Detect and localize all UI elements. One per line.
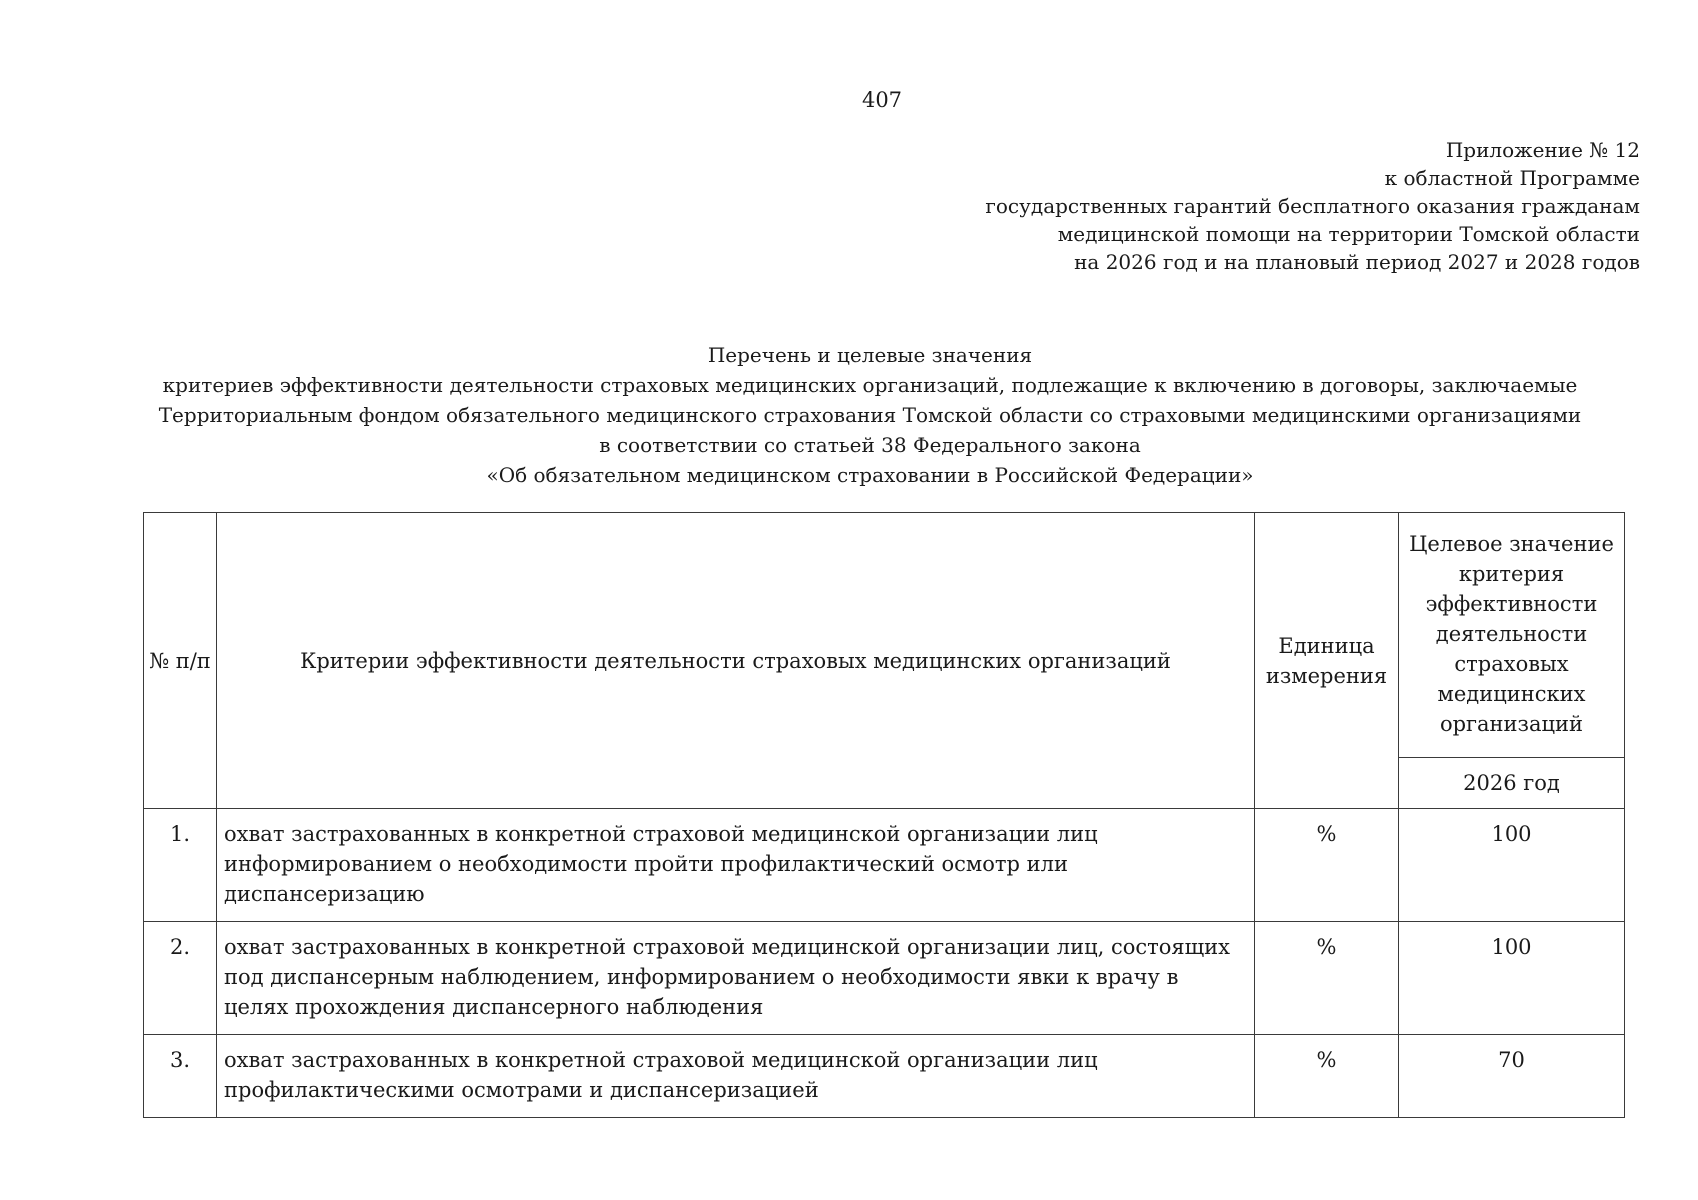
row-value: 100 — [1399, 922, 1625, 1035]
row-criteria: охват застрахованных в конкретной страховой медицинской организации лиц, состоящих под диспансерным наблюдением, информированием о необходимости явки к врачу в целях прохождения диспансерного наблюдения — [217, 922, 1255, 1035]
table-header-row — [144, 513, 1625, 758]
header-unit: Единица измерения — [1255, 513, 1399, 809]
row-unit: % — [1255, 922, 1399, 1035]
title-line: Перечень и целевые значения — [707, 343, 1033, 367]
appendix-line: Приложение № 12 — [1445, 138, 1640, 162]
appendix-line: на 2026 год и на плановый период 2027 и 2028 годов — [1074, 250, 1640, 274]
row-number: 1. — [144, 809, 217, 922]
row-number: 3. — [144, 1035, 217, 1118]
title-line: «Об обязательном медицинском страховании в Российской Федерации» — [486, 463, 1254, 487]
table-row — [144, 1035, 1625, 1118]
document-title — [110, 340, 1630, 490]
title-line: критериев эффективности деятельности страховых медицинских организаций, подлежащие к включению в договоры, заключаемые — [162, 373, 1578, 397]
title-line: в соответствии со статьей 38 Федерального закона — [599, 433, 1141, 457]
table-row — [144, 922, 1625, 1035]
appendix-line: к областной Программе — [1384, 166, 1640, 190]
row-criteria: охват застрахованных в конкретной страховой медицинской организации лиц профилактическими осмотрами и диспансеризацией — [217, 1035, 1255, 1118]
table-row — [144, 809, 1625, 922]
header-year: 2026 год — [1399, 758, 1625, 809]
row-criteria: охват застрахованных в конкретной страховой медицинской организации лиц информированием о необходимости пройти профилактический осмотр или диспансеризацию — [217, 809, 1255, 922]
header-target: Целевое значение критерия эффективности деятельности страховых медицинских организаций — [1399, 513, 1625, 758]
row-unit: % — [1255, 809, 1399, 922]
header-num: № п/п — [144, 513, 217, 809]
appendix-header — [985, 136, 1640, 276]
appendix-line: государственных гарантий бесплатного оказания гражданам — [985, 194, 1640, 218]
header-criteria: Критерии эффективности деятельности страховых медицинских организаций — [217, 513, 1255, 809]
page-number: 407 — [861, 88, 903, 112]
title-line: Территориальным фондом обязательного медицинского страхования Томской области со страховыми медицинскими организациями — [158, 403, 1582, 427]
appendix-line: медицинской помощи на территории Томской области — [1057, 222, 1640, 246]
row-value: 100 — [1399, 809, 1625, 922]
row-value: 70 — [1399, 1035, 1625, 1118]
row-number: 2. — [144, 922, 217, 1035]
criteria-table — [143, 512, 1625, 1118]
row-unit: % — [1255, 1035, 1399, 1118]
